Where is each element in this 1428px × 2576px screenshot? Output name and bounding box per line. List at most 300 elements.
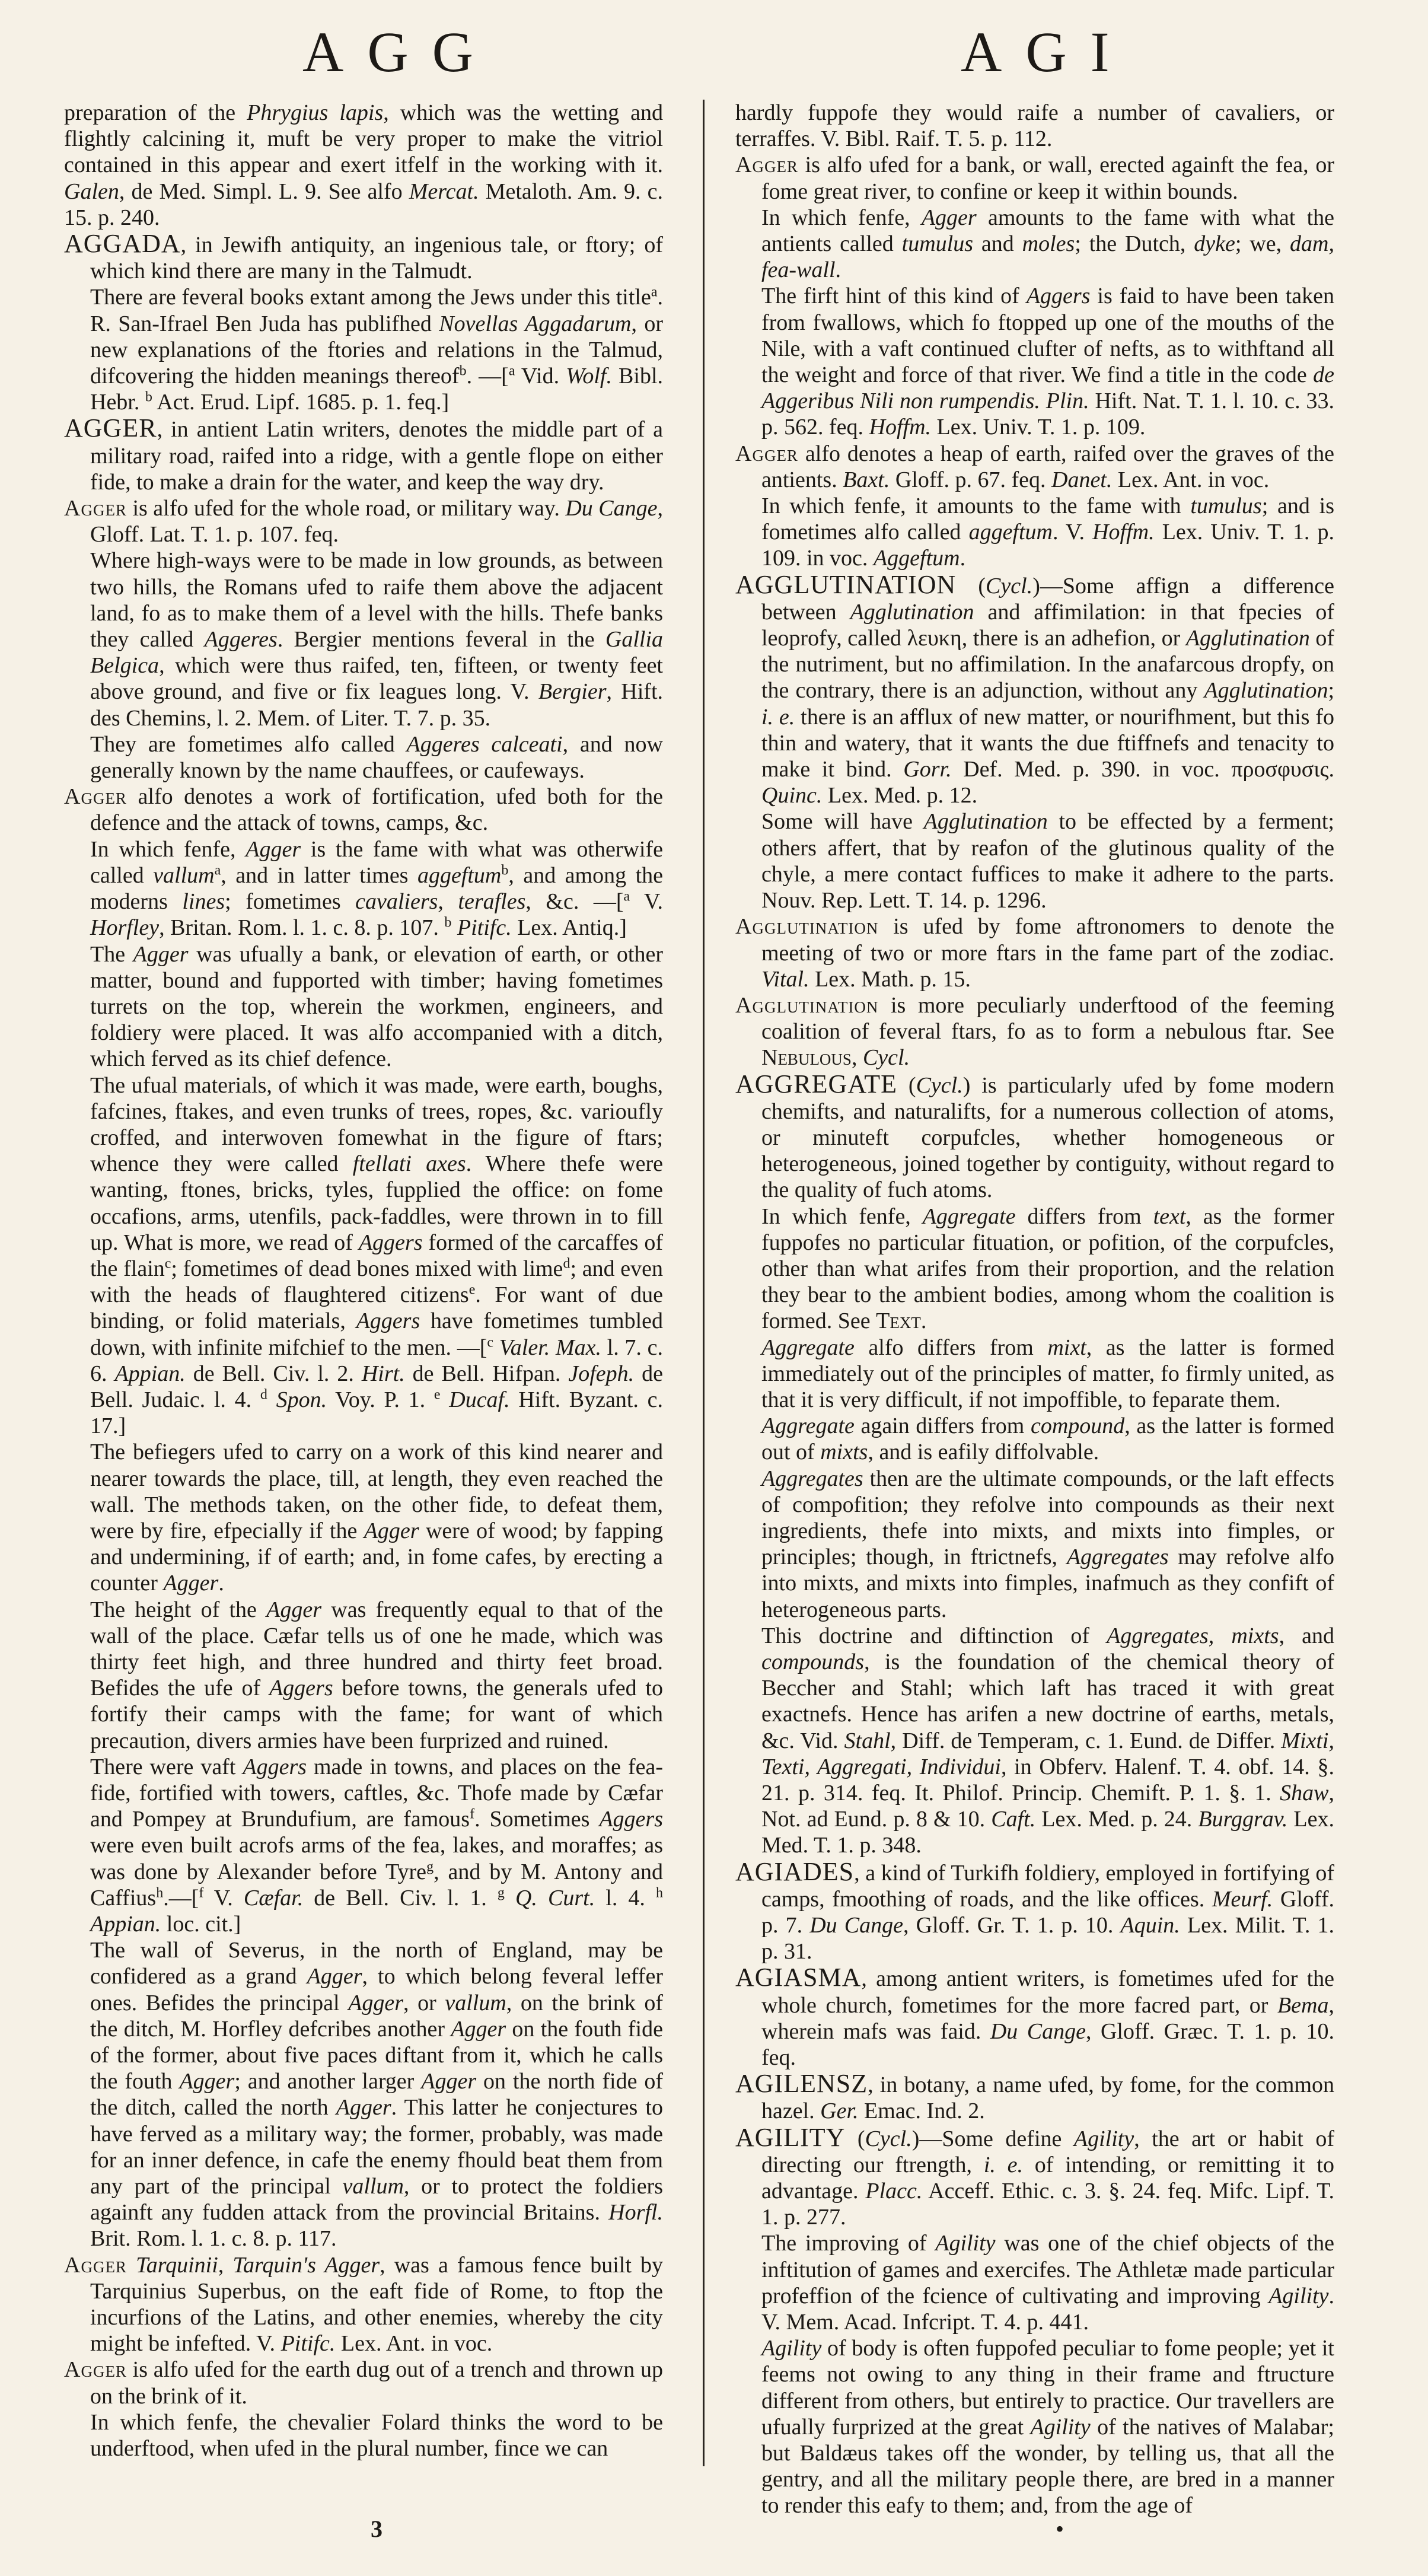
dictionary-entry [64, 413, 663, 495]
footnote-marker: b [145, 389, 152, 405]
text-run: text [1153, 1203, 1186, 1229]
text-run: , in botany, a name ufed, by fome, for the common hazel. [761, 2072, 1334, 2124]
text-run: Agger [421, 2069, 477, 2094]
text-run: Agglutination [1185, 626, 1310, 651]
text-run: was frequently equal to that of the wall of the place. Cæfar tells us of one he made, which was thirty feet high, and three hundred and thirty feet broad. Befides the ufe of [90, 1597, 663, 1701]
text-run: Tarquinii, Tarquin's Agger [136, 2252, 380, 2278]
text-run: .—[ [163, 1885, 199, 1910]
entry-paragraph [90, 284, 663, 415]
text-run: ( [897, 1072, 916, 1098]
text-run: Lex. Antiq.] [511, 915, 627, 941]
text-run: vallum [445, 1990, 506, 2015]
text-run: , or new explanations of the ftories and relations in the Talmud, difcovering the hidden meanings thereof [90, 311, 663, 389]
text-run: before towns, the generals ufed to fortify their camps with the fame; for want of which precaution, divers armies have been furprized and ruined. [90, 1676, 663, 1753]
dictionary-entry [64, 2252, 663, 2357]
text-run: Q. Curt. [515, 1885, 595, 1910]
text-run: to be effected by a ferment; others affert, that by reafon of the glutinous quality of the chyle, a mere contact fuffices to make it adhere to the parts. Nouv. Rep. Lett. T. 14. p. 1296. [761, 809, 1334, 913]
text-run: . This latter he conjectures to have ferved as a military way; the former, probably, was made for an inner defence, in cafe the enemy fhould beat them from any part of the principal [90, 2095, 663, 2199]
text-run: Wolf. [566, 364, 612, 389]
text-run: , Not. ad Eund. p. 8 & 10. [761, 1781, 1334, 1832]
text-run: , the art or habit of directing our ftrength, [761, 2126, 1335, 2177]
text-run: V. [203, 1885, 244, 1910]
entry-headword: Agglutination [735, 992, 879, 1018]
text-run: Aggers [1026, 284, 1091, 309]
entry-paragraph [761, 1413, 1334, 1465]
text-run: de Bell. Civ. l. 2. [185, 1361, 362, 1386]
text-run: V. [630, 889, 663, 915]
text-run: Aggregate [761, 1335, 855, 1360]
entry-paragraph [761, 1466, 1334, 1623]
text-run: Du Cange [565, 496, 658, 521]
text-run: Agger [451, 2016, 506, 2042]
entry-paragraph [90, 1597, 663, 1754]
text-run: Pitifc. [457, 915, 512, 941]
text-run: , as the latter is formed immediately out of the principles of matter, fo firmly united, as that it is very difficult, if not impoffible, to feparate them. [761, 1335, 1335, 1412]
entry-headword: AGILITY [735, 2122, 846, 2152]
text-run: The ufual materials, of which it was made, were earth, boughs, fafcines, ftakes, and even trunks of trees, ropes, &c. varioufly croffed, and interwoven fomewhat in the figure of ftars; whence they were called [90, 1072, 663, 1177]
text-run: . Where thefe were wanting, ftones, bricks, tyles, fupplied the office: on fome occafions, arms, utenfils, pack-faddles, were thrown in to fill up. What is more, we read of [90, 1151, 664, 1255]
text-run: There were vaft [90, 1754, 243, 1779]
text-run: Act. Erud. Lipf. 1685. p. 1. feq.] [152, 390, 450, 415]
text-run: Agger [246, 836, 301, 862]
text-run: Lex. Univ. T. 1. p. 109. in voc. [761, 520, 1334, 571]
text-run: Gloff. p. 7. [761, 1886, 1335, 1938]
text-run: dam, fea-wall [761, 231, 1334, 283]
text-run: , was a famous fence built by Tarquinius Superbus, on the eaft fide of Rome, to ftop the incurfions of the Latins, and other enemies, whereby the city might be infefted. V. [90, 2252, 663, 2357]
entry-paragraph [761, 1623, 1334, 1859]
entry-paragraph [761, 808, 1334, 913]
entry-paragraph [90, 1754, 663, 1937]
entry-headword: Agger [64, 2252, 127, 2278]
dictionary-entry [64, 784, 663, 836]
text-run: made in towns, and places on the fea-fide, fortified with towers, caftles, &c. Thofe made by Cæfar and Pompey at Brundufium, are famous [90, 1754, 663, 1832]
text-run: , and is eafily diffolvable. [868, 1440, 1099, 1465]
text-run: Aggregates, mixts [1107, 1623, 1279, 1648]
text-run: dyke [1194, 231, 1235, 257]
text-run: , and [1279, 1623, 1334, 1648]
text-run: In which fenfe, [761, 205, 922, 230]
text-run: de Bell. Judaic. l. 4. [90, 1361, 664, 1412]
text-run: In which fenfe, [90, 836, 246, 862]
text-run: Cycl. [916, 1072, 963, 1098]
entry-paragraph [761, 1335, 1334, 1413]
text-run: ; we, [1235, 231, 1290, 257]
entry-headword: Agglutination [735, 914, 879, 940]
text-run: , Britan. Rom. l. 1. c. 8. p. 107. [159, 915, 445, 941]
text-run: Agglutination [1204, 678, 1328, 703]
right-column [735, 100, 1334, 2519]
text-run: , Gloff. Lat. T. 1. p. 107. feq. [90, 496, 663, 547]
text-run: vallum [153, 862, 215, 888]
text-run: Aggers [356, 1308, 420, 1334]
text-run: and affimilation: in that fpecies of leoprofy, called λευκη, there is an adhefion, or [761, 599, 1334, 651]
dictionary-entry [735, 913, 1334, 992]
text-run: , Gloff. Gr. T. 1. p. 10. [903, 1913, 1121, 1938]
footnote-marker: a [214, 862, 221, 878]
text-run: )—Some affign a difference between [761, 573, 1334, 625]
text-run: . [920, 1308, 927, 1334]
text-run [493, 1335, 499, 1360]
entry-headword: AGGREGATE [735, 1069, 897, 1098]
text-run: Aggregates [1066, 1545, 1169, 1570]
text-run: Aggeres calceati [406, 731, 563, 757]
text-run: Appian. [90, 1912, 161, 1937]
text-run: Caft. [991, 1807, 1036, 1832]
text-run: . [835, 257, 842, 283]
entry-headword: AGIADES [735, 1857, 855, 1886]
text-run: , in Jewifh antiquity, an ingenious tale, or ftory; of which kind there are many in the Talmudt. [90, 233, 663, 284]
text-run: Galen [64, 179, 119, 204]
text-run: Agger [336, 2095, 391, 2120]
text-run: de Bell. Hifpan. [404, 1361, 569, 1386]
dictionary-entry [735, 1857, 1335, 1965]
text-run: ; the Dutch, [1075, 231, 1194, 257]
text-run: amounts to the fame with what the antients called [761, 205, 1335, 257]
text-run: Aggeres [204, 627, 278, 652]
footnote-marker: b [459, 363, 467, 379]
text-run: )—Some define [911, 2126, 1074, 2151]
text-run: ( [956, 573, 986, 598]
entry-paragraph [90, 731, 663, 784]
text-run: Mercat. [409, 179, 479, 204]
text-run: Ger. [820, 2099, 859, 2124]
text-run: was one of the chief objects of the inftitution of games and exercifes. The Athletæ made particular profeffion of the fcience of cultivating and improving [761, 2231, 1335, 2308]
text-run: Brit. Rom. l. 1. c. 8. p. 117. [90, 2226, 337, 2252]
column-rule [703, 100, 705, 2466]
entry-paragraph [761, 2230, 1334, 2335]
text-run: Du Cange [990, 2018, 1086, 2044]
text-run: lines [182, 889, 225, 915]
dictionary-entry [735, 569, 1335, 809]
entry-paragraph [735, 100, 1334, 152]
dictionary-entry [64, 495, 663, 547]
footnote-marker: c [164, 1256, 171, 1272]
text-run: . Bergier mentions feveral in the [277, 627, 605, 652]
text-run: In which fenfe, it amounts to the fame with [761, 493, 1191, 519]
text-run: , and by M. Antony and Caffius [90, 1859, 663, 1910]
text-run: Spon. [276, 1387, 327, 1412]
text-run: . For want of due binding, or folid materials, [90, 1282, 663, 1334]
entry-paragraph [90, 547, 663, 731]
text-run: In which fenfe, [761, 1203, 923, 1229]
footnote-marker: c [487, 1334, 494, 1350]
footnote-marker: a [508, 363, 515, 379]
text-run: Agility [935, 2231, 996, 2256]
dictionary-entry [735, 992, 1334, 1071]
text-run: The wall of Severus, in the north of England, may be confidered as a grand [90, 1938, 663, 1989]
text-run: There are feveral books extant among the Jews under this title [90, 285, 651, 310]
text-run: Vital. [761, 966, 809, 992]
text-run: may refolve alfo into mixts, and mixts into fimples, inafmuch as they confift of heterogeneous parts. [761, 1545, 1334, 1622]
text-run: ; and even with the heads of flaughtered citizens [90, 1256, 663, 1308]
text-run: Lex. Med. p. 24. [1035, 1807, 1198, 1832]
text-run: Hift. Byzant. c. 17.] [90, 1387, 664, 1439]
text-run: is alfo ufed for a bank, or wall, erected againft the fea, or fome great river, to confine or keep it within bounds. [761, 152, 1334, 204]
text-run: Gloff. p. 67. feq. [890, 467, 1051, 492]
entry-paragraph [90, 1937, 663, 2252]
text-run: Cycl. [865, 2126, 912, 2151]
text-run: Cycl. [986, 573, 1033, 598]
text-run: Lex. Milit. T. 1. p. 31. [761, 1913, 1335, 1964]
text-run: Meurf. [1212, 1886, 1273, 1912]
text-run: Appian. [114, 1361, 186, 1386]
text-run: Agility [761, 2336, 822, 2361]
text-run: formed of the carcaffes of the flain [90, 1230, 663, 1281]
text-run: , as the former fuppofes no particular fituation, or pofition, of the corpufcles, other than what arifes from their proportion, and the relation they bear to the ambient bodies, among whom the coalition is formed. See [761, 1203, 1335, 1334]
text-run: Hift. Nat. T. 1. l. 10. c. 33. p. 562. feq. [761, 389, 1334, 440]
text-run: ftellati axes [352, 1151, 466, 1177]
text-run: , to which belong feveral leffer ones. Befides the principal [90, 1964, 663, 2015]
entry-headword: AGIASMA [735, 1963, 862, 1992]
text-run: , in Obferv. Halenf. T. 4. obf. 14. §. 21. p. 314. feq. It. Philof. Princip. Chemift. P. 1. §. 1. [761, 1754, 1334, 1806]
footnote-marker: b [501, 862, 509, 878]
text-run [267, 1387, 276, 1412]
text-run: aggeftum [968, 520, 1053, 545]
text-run: , or [403, 1990, 445, 2015]
text-run: i. e. [761, 704, 795, 730]
entry-paragraph [90, 941, 663, 1072]
text-run: of body is often fuppofed peculiar to fome people; yet it feems not owing to any thing in their frame and ftructure different from others, but entirely to practice. Our travellers are ufually furprized at the great [761, 2336, 1334, 2440]
text-run: Gorr. [903, 757, 952, 782]
text-run: alfo denotes a heap of earth, raifed over the graves of the antients. [761, 441, 1334, 492]
text-run: The [90, 941, 133, 967]
text-run: Burggrav. [1198, 1807, 1288, 1832]
text-run: preparation of the [64, 100, 247, 125]
text-run: Bergier [538, 679, 607, 705]
entry-paragraph [90, 836, 663, 941]
footnote-marker: h [656, 1885, 664, 1901]
text-run: , among antient writers, is fometimes ufed for the whole church, fometimes for the more facred part, or [761, 1966, 1334, 2018]
entry-headword: AGGADA [64, 229, 181, 259]
text-run: Lex. Ant. in voc. [335, 2331, 493, 2357]
dictionary-entry [735, 1069, 1334, 1203]
text-run: Lex. Math. p. 15. [809, 966, 971, 992]
text-run: Where high-ways were to be made in low grounds, as between two hills, the Romans ufed to raife them above the adjacent land, fo as to make them of a level with the hills. Thefe banks they called [90, 548, 663, 652]
text-run: Vid. [515, 364, 566, 389]
text-run: , [851, 1045, 863, 1071]
text-run: is more peculiarly underftood of the feeming coalition of feveral ftars, fo as to form a nebulous ftar. See [761, 992, 1334, 1045]
text-run: were even built acrofs arms of the fea, lakes, and moraffes; as was done by Alexander before Tyre [90, 1833, 663, 1884]
text-run: , wherein mafs was faid. [761, 1992, 1334, 2044]
entry-headword: Agger [64, 784, 127, 810]
text-run: Agger [364, 1518, 419, 1543]
text-run: were of wood; by fapping and undermining, if of earth; and, in fome cafes, by erecting a counter [90, 1518, 664, 1596]
text-run: The befiegers ufed to carry on a work of this kind nearer and nearer towards the place, till, at length, they even reached the wall. The methods taken, on the other fide, to defeat them, were by fire, efpecially if the [90, 1440, 663, 1543]
text-run: . —[ [466, 364, 509, 389]
text-run: Baxt. [843, 467, 890, 492]
footnote-marker: d [563, 1256, 570, 1272]
text-run: tumulus [1190, 493, 1262, 519]
dictionary-entry [735, 152, 1334, 204]
text-run: , de Med. Simpl. L. 9. See alfo [119, 179, 409, 204]
text-run: . [960, 546, 966, 571]
text-run: Aggregate [761, 1413, 855, 1439]
text-run: cavaliers, terafles [355, 889, 526, 915]
text-run: moles [1022, 231, 1075, 257]
text-run: ; and another larger [234, 2069, 422, 2094]
dictionary-entry [735, 2069, 1334, 2124]
text-run: This doctrine and diftinction of [761, 1623, 1107, 1648]
text-run: of the natives of Malabar; but Baldæus takes off the wonder, by telling us, that all the gentry, and all the military people there, are bred in a manner to render this eafy to them; and, from the age of [761, 2414, 1334, 2518]
text-run: Text [876, 1308, 921, 1334]
text-run: Acceff. Ethic. c. 3. §. 24. feq. Mifc. Lipf. T. 1. p. 277. [761, 2179, 1334, 2230]
text-run: Aquin. [1120, 1913, 1180, 1938]
entry-paragraph [761, 1203, 1334, 1335]
text-run: mixt [1047, 1335, 1086, 1360]
text-run: , on the brink of the ditch, M. Horfley defcribes another [90, 1990, 663, 2042]
text-run: , which was the wetting and flightly calcining it, muft be very proper to make the vitriol contained in this appear and exert itfelf in the working with it. [64, 100, 664, 178]
text-run: Cæfar. [243, 1885, 304, 1910]
entry-paragraph [90, 2409, 663, 2462]
text-run: ; [1328, 678, 1334, 703]
text-run: Agger [921, 205, 977, 230]
footnote-marker: e [468, 1282, 476, 1298]
text-run: loc. cit.] [161, 1912, 241, 1937]
text-run: and [973, 231, 1022, 257]
footnote-marker: h [156, 1885, 164, 1901]
running-head-left: AGG [302, 20, 497, 84]
text-run: The improving of [761, 2231, 936, 2256]
entry-paragraph [761, 205, 1334, 284]
text-run: Lex. Med. p. 12. [822, 783, 978, 808]
text-run: l. 4. [595, 1885, 656, 1910]
text-run [127, 2253, 136, 2278]
entry-headword: AGGER [64, 413, 157, 443]
signature-mark: 3 [371, 2515, 383, 2542]
footnote-marker: a [623, 889, 630, 905]
text-run: Voy. P. 1. [327, 1387, 434, 1412]
text-run: Placc. [865, 2179, 923, 2204]
text-run: compound [1030, 1413, 1125, 1439]
footnote-marker: a [651, 284, 658, 300]
entry-paragraph [761, 2335, 1334, 2518]
text-run [505, 1886, 515, 1910]
text-run: , Hift. des Chemins, l. 2. Mem. of Liter. T. 7. p. 35. [90, 679, 664, 731]
entry-paragraph [90, 1072, 663, 1440]
footnote-marker: f [199, 1885, 204, 1901]
text-run: Nebulous [761, 1045, 852, 1071]
text-run: Shaw [1280, 1781, 1329, 1806]
footer-dot: • [1056, 2515, 1064, 2542]
text-run: Aggregate [922, 1203, 1016, 1229]
text-run: Hoffm. [869, 415, 932, 440]
entry-headword: AGILENSZ [735, 2069, 868, 2099]
text-run: The firft hint of this kind of [761, 284, 1027, 309]
text-run: is alfo ufed for the whole road, or military way. [126, 496, 566, 521]
running-head-right: AGI [961, 20, 1133, 84]
text-run: Agger [307, 1964, 362, 1989]
text-run: Agger [348, 1990, 403, 2015]
text-run: Agglutination [923, 809, 1048, 835]
text-run: Phrygius lapis [247, 100, 384, 125]
text-run: Emac. Ind. 2. [858, 2099, 985, 2124]
text-run: , and among the moderns [90, 862, 663, 915]
text-run: Bema [1277, 1992, 1329, 2018]
text-run: ( [845, 2126, 865, 2151]
text-run: , and now generally known by the name chauffees, or caufeways. [90, 731, 663, 784]
text-run: alfo denotes a work of fortification, ufed both for the defence and the attack of towns, camps, &c. [90, 784, 663, 836]
text-run: tumulus [901, 231, 974, 257]
footnote-marker: d [260, 1387, 267, 1403]
text-run: Horfl. [608, 2200, 663, 2225]
text-run: Agger [266, 1597, 322, 1622]
text-run: . Sometimes [474, 1807, 600, 1832]
text-run: Aggregates [761, 1466, 863, 1491]
text-run: was ufually a bank, or elevation of earth, or other matter, bound and fupported with timber; having fometimes turrets on the top, wherein the workmen, engineers, and foldiery were placed. It was alfo accompanied with a ditch, which ferved as its chief defence. [90, 941, 663, 1072]
text-run: Agility [1268, 2283, 1329, 2308]
entry-headword: Agger [64, 496, 127, 521]
text-run: , Gloff. Græc. T. 1. p. 10. feq. [761, 2018, 1334, 2071]
text-run: Agger [163, 1571, 219, 1596]
entry-paragraph [761, 493, 1334, 572]
text-run: Novellas Aggadarum [439, 311, 632, 336]
text-run: is alfo ufed for the earth dug out of a trench and thrown up on the brink of it. [90, 2357, 663, 2409]
text-run: Valer. Max. [499, 1335, 601, 1360]
text-run: Aggeftum [873, 546, 960, 571]
text-run: . V. Mem. Acad. Infcript. T. 4. p. 441. [761, 2283, 1334, 2335]
entry-headword: AGGLUTINATION [735, 569, 957, 599]
dictionary-entry [735, 1963, 1334, 2071]
text-run: de Bell. Civ. l. 1. [303, 1885, 498, 1910]
text-run: Agger [133, 941, 189, 967]
text-run: Mixti, Texti, Aggregati, Individui [761, 1728, 1334, 1779]
text-run: Aggers [599, 1807, 663, 1832]
text-run: Horfley [90, 915, 160, 941]
text-run: compounds [761, 1649, 865, 1674]
footnote-marker: e [434, 1387, 441, 1403]
text-run: Gallia Belgica [90, 627, 664, 679]
text-run: there is an afflux of new matter, or nourifhment, but this fo thin and watery, that it wants the due ftiffnefs and tenacity to make it bind. [761, 704, 1334, 782]
text-run: , a kind of Turkifh foldiery, employed in fortifying of camps, fmoothing of roads, and the like offices. [761, 1860, 1334, 1912]
text-run: , is the foundation of the chemical theory of Beccher and Stahl; which laft has traced it with great exactnefs. Hence has arifen a new doctrine of earths, metals, &c. Vid. [761, 1649, 1334, 1753]
text-run: Hoffm. [1092, 520, 1155, 545]
text-run: Agility [1030, 2414, 1091, 2440]
text-run: ; fometimes [225, 889, 356, 915]
entry-paragraph [761, 283, 1334, 440]
text-run: of the nutriment, but no affimilation. In the anafarcous dropfy, on the contrary, there is an adjunction, without any [761, 626, 1335, 703]
entry-headword: Agger [735, 441, 798, 466]
footnote-marker: b [444, 915, 452, 931]
entry-headword: Agger [735, 152, 798, 178]
text-run: Metaloth. Am. 9. c. 15. p. 240. [64, 179, 664, 230]
footnote-marker: g [497, 1885, 505, 1901]
text-run: . R. San-Ifrael Ben Juda has publifhed [90, 285, 663, 336]
text-run: Aggers [358, 1230, 423, 1255]
text-run: Quinc. [761, 783, 823, 808]
text-run: , as the latter is formed out of [761, 1413, 1334, 1465]
text-run: Aggers [269, 1676, 333, 1701]
text-run: , and in latter times [221, 862, 417, 888]
text-run: ; and is fometimes alfo called [761, 493, 1334, 545]
text-run: Danet. [1051, 467, 1113, 492]
dictionary-entry [64, 2357, 663, 2409]
text-run: Hirt. [361, 1361, 405, 1386]
text-run: , Diff. de Temperam, c. 1. Eund. de Differ. [890, 1728, 1282, 1753]
text-run: , which were thus raifed, ten, fifteen, or twenty feet above ground, and five or fix leagues long. V. [90, 653, 663, 705]
text-run: is ufed by fome aftronomers to denote the meeting of two or more ftars in the fame part of the zodiac. [761, 914, 1334, 966]
text-run [451, 915, 457, 940]
text-run: de Aggeribus Nili non rumpendis. Plin. [761, 362, 1334, 414]
text-run: ) is particularly ufed by fome modern chemifts, and naturalifts, for a numerous collection of atoms, or minuteft corpufcles, whether homogeneous or heterogeneous, joined together by contiguity, without regard to the quality of fuch atoms. [761, 1072, 1334, 1203]
text-run: Agglutination [850, 599, 974, 625]
text-run: aggeftum [417, 862, 502, 888]
text-run: Lex. Ant. in voc. [1112, 467, 1270, 492]
dictionary-entry [735, 441, 1334, 493]
footnote-marker: g [426, 1858, 434, 1874]
text-run: Aggers [243, 1754, 307, 1779]
text-run: differs from [1015, 1203, 1153, 1229]
text-run: They are fometimes alfo called [90, 731, 407, 757]
